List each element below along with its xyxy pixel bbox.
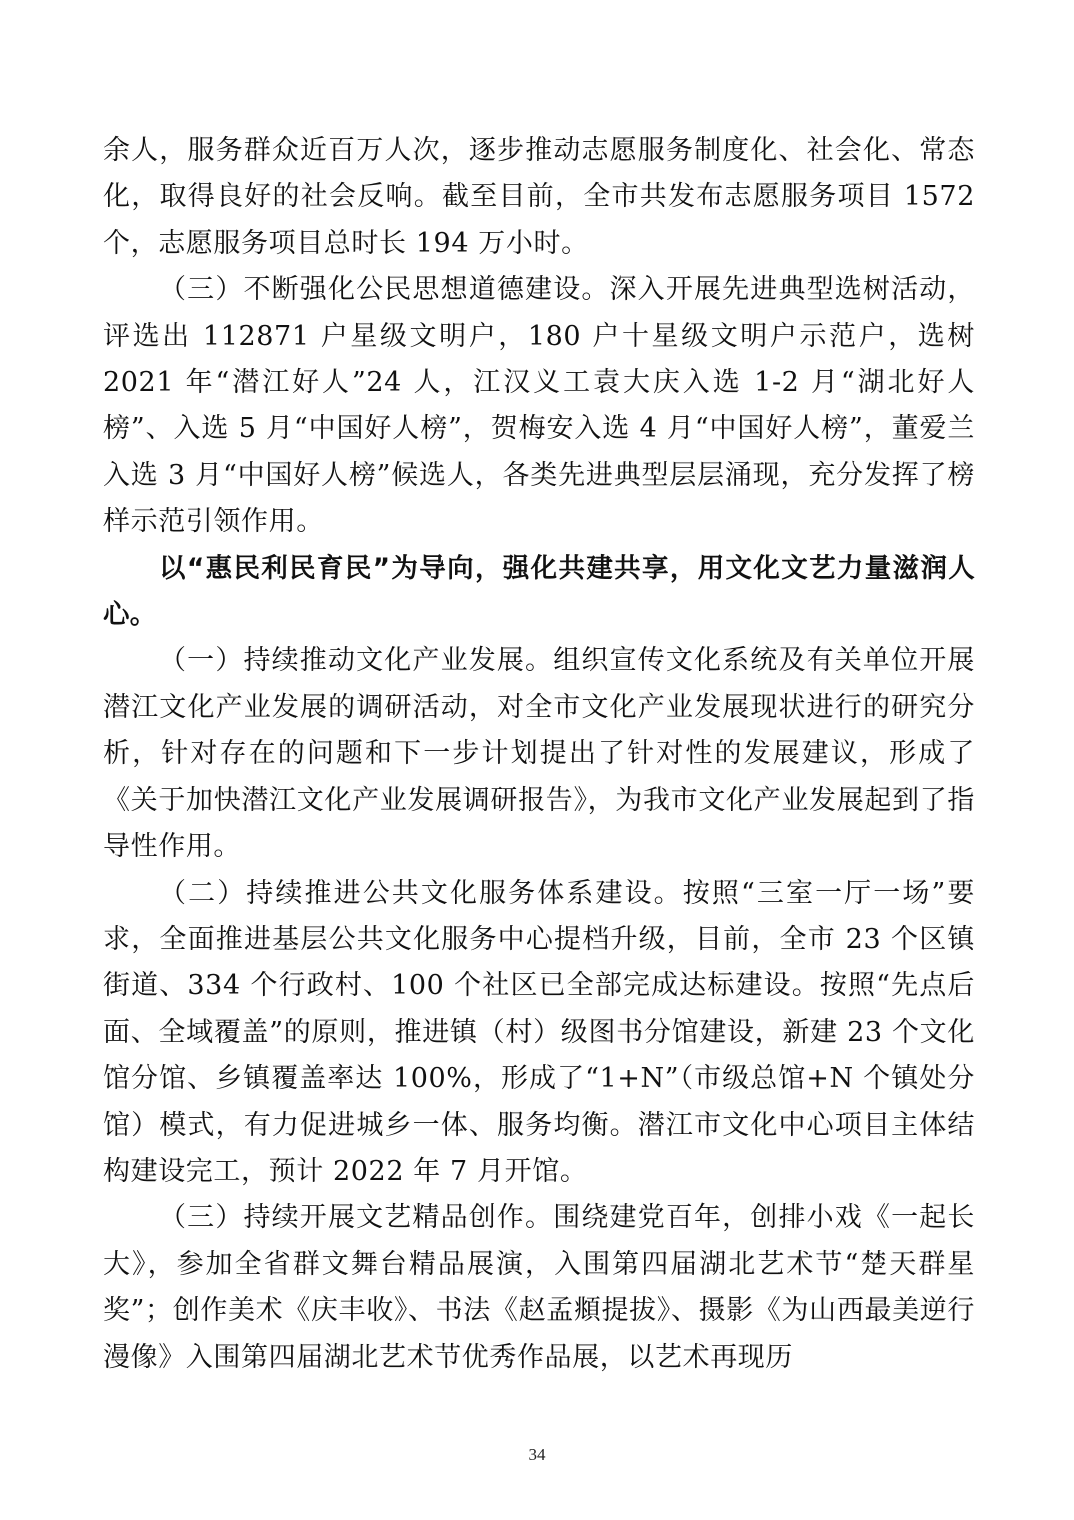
section-lead-arts: （三）持续开展文艺精品创作。: [159, 1202, 554, 1234]
paragraph-moral-construction: [103, 267, 975, 545]
section-lead-industry: （一）持续推动文化产业发展。: [159, 645, 554, 677]
paragraph-arts-creation: [103, 1195, 975, 1381]
paragraph-cultural-industry: [103, 638, 975, 870]
page-number: 34: [528, 1445, 546, 1464]
section-body-industry: 组织宣传文化系统及有关单位开展潜江文化产业发展的调研活动，对全市文化产业发展现状进行的研究分析，针对存在的问题和下一步计划提出了针对性的发展建议，形成了《关于加快潜江文化产业发展调研报告》，为我市文化产业发展起到了指导性作用。: [103, 645, 975, 863]
section-body-moral: 深入开展先进典型选树活动，评选出 112871 户星级文明户，180 户十星级文明户示范户，选树 2021 年“潜江好人”24 人，江汉义工袁大庆入选 1-2 月“湖北好人榜”、入选 5 月“中国好人榜”，贺梅安入选 4 月“中国好人榜”，董爱兰入选 3 月“中国好人榜”候选人，各类先进典型层层涌现，充分发挥了榜样示范引领作用。: [103, 274, 975, 538]
section-lead-moral: （三）不断强化公民思想道德建设。: [159, 274, 610, 306]
section-body-arts: 围绕建党百年，创排小戏《一起长大》，参加全省群文舞台精品展演，入围第四届湖北艺术节“楚天群星奖”；创作美术《庆丰收》、书法《赵孟頫提拔》、摄影《为山西最美逆行漫像》入围第四届湖北艺术节优秀作品展，以艺术再现历: [103, 1202, 975, 1373]
section-body-public-culture: 按照“三室一厅一场”要求，全面推进基层公共文化服务中心提档升级，目前，全市 23 个区镇街道、334 个行政村、100 个社区已全部完成达标建设。按照“先点后面、全域覆盖”的原则，推进镇（村）级图书分馆建设，新建 23 个文化馆分馆、乡镇覆盖率达 100%，形成了“1+N”（市级总馆+N 个镇处分馆）模式，有力促进城乡一体、服务均衡。潜江市文化中心项目主体结构建设完工，预计 2022 年 7 月开馆。: [103, 877, 976, 1187]
document-body: [103, 128, 975, 1381]
paragraph-volunteer-service: 余人，服务群众近百万人次，逐步推动志愿服务制度化、社会化、常态化，取得良好的社会反响。截至目前，全市共发布志愿服务项目 1572 个，志愿服务项目总时长 194 万小时。: [103, 135, 975, 259]
section-heading: 以“惠民利民育民”为导向，强化共建共享，用文化文艺力量滋润人心。: [103, 552, 975, 631]
section-lead-public-culture: （二）持续推进公共文化服务体系建设。: [159, 877, 683, 909]
paragraph-public-culture: [103, 871, 975, 1196]
